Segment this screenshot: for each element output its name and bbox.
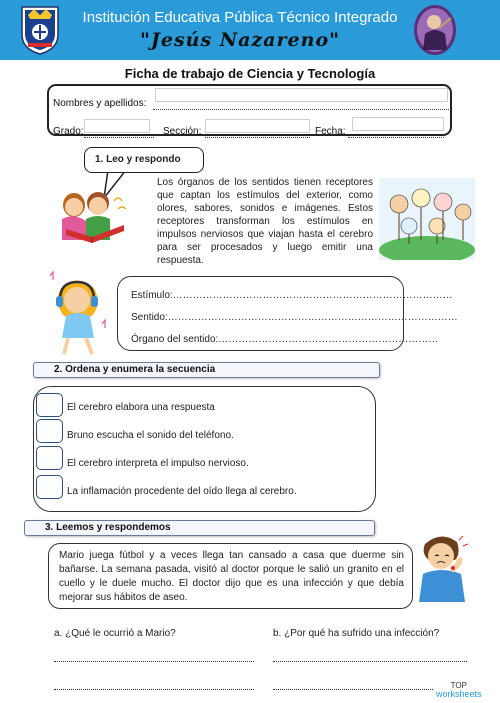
sequence-item-2: Bruno escucha el sonido del teléfono. <box>67 430 234 441</box>
boy-neck-pain-image <box>415 530 469 602</box>
question-b: b. ¿Por qué ha sufrido una infección? <box>273 628 440 639</box>
girl-headphones-image <box>46 270 112 356</box>
sequence-number-box-3[interactable] <box>36 446 63 470</box>
name-input[interactable] <box>155 88 448 102</box>
sense-field[interactable]: Sentido:…………………………………………………………………………… <box>131 312 458 323</box>
section1-paragraph: Los órganos de los sentidos tienen receptores que captan los estímulos del exterior, como olores, sabores, sonidos e imágenes. Estos receptores transforman los estímulos en impulsos nerviosos que viajan hasta el cerebro para ser procesados y luego emitir una respuesta. <box>157 177 373 266</box>
answer-a-line-1[interactable] <box>54 656 254 662</box>
school-subtitle: "Jesús Nazareno" <box>139 29 341 51</box>
answer-b-line-1[interactable] <box>273 656 467 662</box>
story-paragraph: Mario juega fútbol y a veces llega tan cansado a casa que duerme sin bañarse. La semana pasada, visitó al doctor porque le salió un granito en el cuello y le duele mucho. El doctor dijo que es una infección y que debía mejorar sus hábitos de aseo. <box>48 543 413 609</box>
grade-label: Grado: <box>53 126 84 137</box>
watermark-brand: worksheets <box>436 689 482 699</box>
sequence-number-box-1[interactable] <box>36 393 63 417</box>
answer-b-line-2[interactable] <box>273 684 433 690</box>
children-reading-image <box>52 185 132 250</box>
section3-title: 3. Leemos y respondemos <box>24 520 375 536</box>
school-crest-logo <box>20 5 60 55</box>
stimulus-field[interactable]: Estímulo:………………………………………………………………………… <box>131 290 453 301</box>
sequence-item-1: El cerebro elabora una respuesta <box>67 402 215 413</box>
saint-portrait-image <box>413 4 457 56</box>
liveworksheets-watermark <box>436 681 482 699</box>
question-a: a. ¿Qué le ocurrió a Mario? <box>54 628 176 639</box>
answer-a-line-2[interactable] <box>54 684 254 690</box>
school-name: Institución Educativa Pública Técnico Integrado <box>82 9 398 26</box>
sequence-number-box-4[interactable] <box>36 475 63 499</box>
section2-title: 2. Ordena y enumera la secuencia <box>33 362 380 378</box>
name-label: Nombres y apellidos: <box>53 98 147 109</box>
header-banner <box>0 0 500 60</box>
sequence-item-4: La inflamación procedente del oído llega al cerebro. <box>67 486 297 497</box>
sequence-number-box-2[interactable] <box>36 419 63 443</box>
grade-dotted-line <box>84 128 154 138</box>
sequence-item-3: El cerebro interpreta el impulso nervioso. <box>67 458 249 469</box>
date-dotted-line <box>348 128 444 138</box>
watermark-top: TOP <box>450 681 467 690</box>
date-label: Fecha: <box>315 126 346 137</box>
worksheet-title: Ficha de trabajo de Ciencia y Tecnología <box>124 66 376 81</box>
section-dotted-line <box>205 128 310 138</box>
senses-illustration <box>379 178 475 260</box>
section-label: Sección: <box>163 126 202 137</box>
sense-organ-field[interactable]: Órgano del sentido:………………………………………………………… <box>131 334 439 345</box>
section1-speech-bubble: 1. Leo y respondo <box>84 147 204 173</box>
